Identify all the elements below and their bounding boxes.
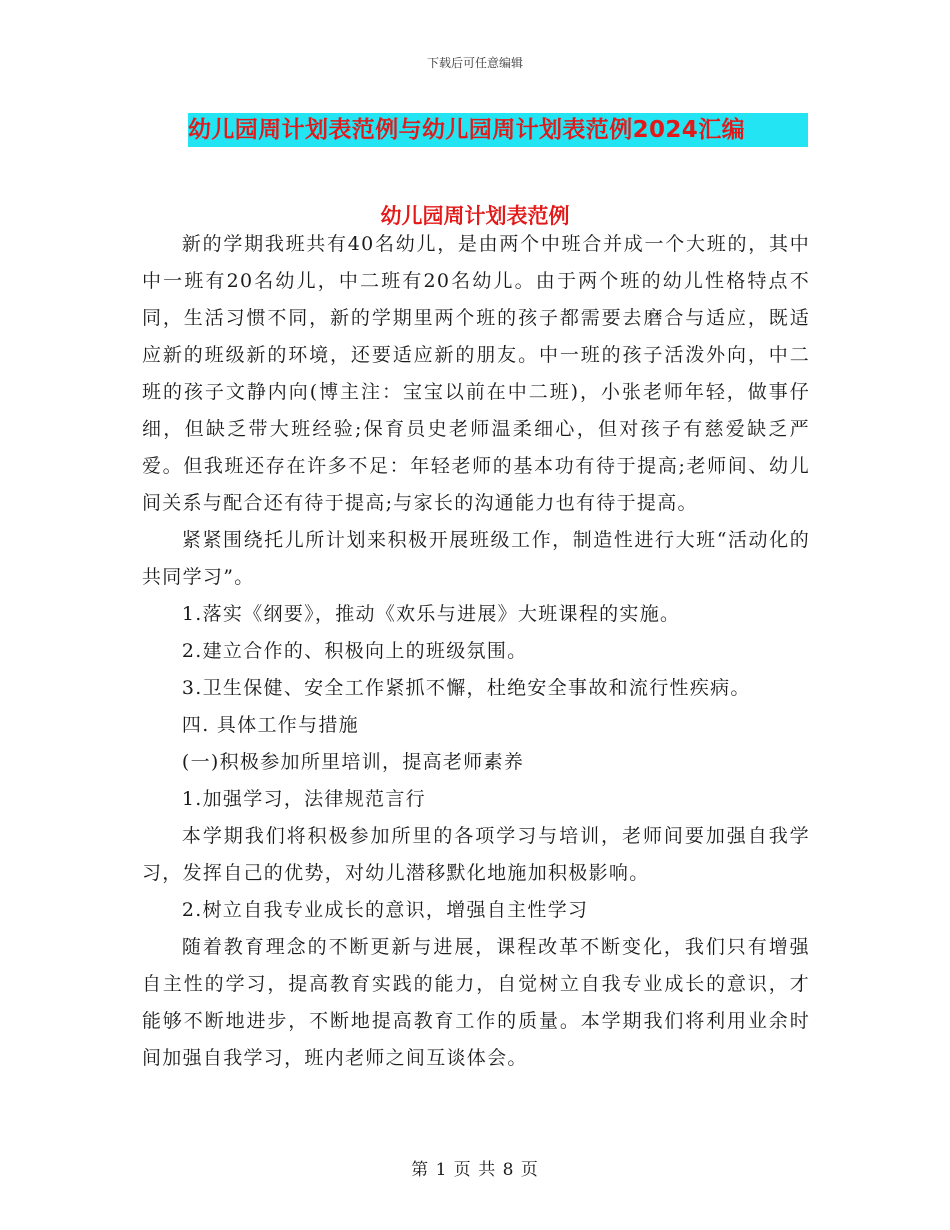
paragraph-class-overview: 新的学期我班共有40名幼儿，是由两个中班合并成一个大班的，其中中一班有20名幼儿，中二班有20名幼儿。由于两个班的幼儿性格特点不同，生活习惯不同，新的学期里两个班的孩子都需要去磨合与适应，既适应新的班级新的环境，还要适应新的朋友。中一班的孩子活泼外向，中二班的孩子文静内向(博主注：宝宝以前在中二班)，小张老师年轻，做事仔细，但缺乏带大班经验;保育员史老师温柔细心，但对孩子有慈爱缺乏严爱。但我班还存在许多不足：年轻老师的基本功有待于提高;老师间、幼儿间关系与配合还有待于提高;与家长的沟通能力也有待于提高。 xyxy=(142,233,810,514)
section-title: 幼儿园周计划表范例 xyxy=(380,204,570,228)
paragraph-study-plan: 本学期我们将积极参加所里的各项学习与培训，老师间要加强自我学习，发挥自己的优势，对幼儿潜移默化地施加积极影响。 xyxy=(142,825,810,884)
page-header-note: 下载后可任意编辑 xyxy=(426,56,523,70)
heading-item-2: 2.树立自我专业成长的意识，增强自主性学习 xyxy=(181,899,589,921)
heading-subsection-1: (一)积极参加所里培训，提高老师素养 xyxy=(181,751,525,773)
heading-section-4: 四. 具体工作与措施 xyxy=(181,714,359,736)
paragraph-work-focus: 紧紧围绕托儿所计划来积极开展班级工作，制造性进行大班“活动化的共同学习”。 xyxy=(142,529,810,588)
paragraph-goal-1: 1.落实《纲要》，推动《欢乐与进展》大班课程的实施。 xyxy=(181,603,681,625)
heading-item-1: 1.加强学习，法律规范言行 xyxy=(181,788,426,810)
paragraph-self-growth: 随着教育理念的不断更新与进展，课程改革不断变化，我们只有增强自主性的学习，提高教育实践的能力，自觉树立自我专业成长的意识，才能够不断地进步，不断地提高教育工作的质量。本学期我们将利用业余时间加强自我学习，班内老师之间互谈体会。 xyxy=(142,936,810,1069)
paragraph-goal-3: 3.卫生保健、安全工作紧抓不懈，杜绝安全事故和流行性疾病。 xyxy=(181,677,751,699)
paragraph-goal-2: 2.建立合作的、积极向上的班级氛围。 xyxy=(181,640,528,662)
document-title: 幼儿园周计划表范例与幼儿园周计划表范例2024汇编 xyxy=(188,113,808,147)
document-body xyxy=(142,226,810,1077)
page-footer: 第 1 页 共 8 页 xyxy=(411,1160,539,1180)
